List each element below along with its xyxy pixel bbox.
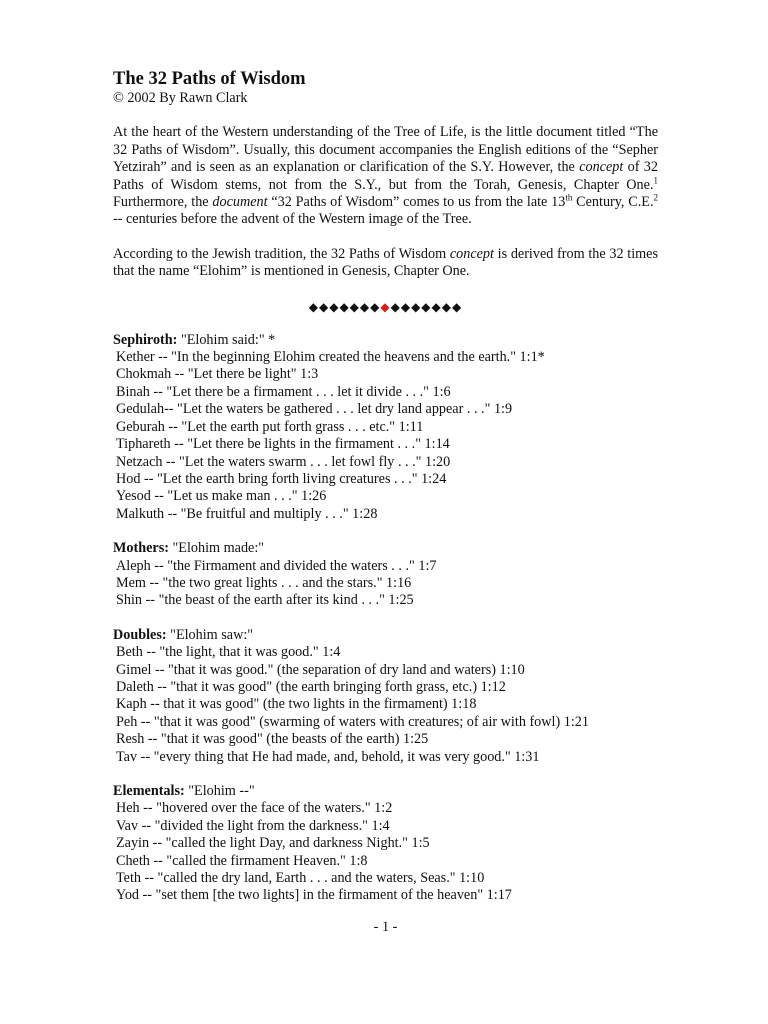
intro-text: According to the Jewish tradition, the 32 Paths of Wisdom <box>113 245 450 262</box>
diamond-divider <box>113 299 658 316</box>
footnote-ref-2[interactable]: 2 <box>653 192 658 203</box>
path-entry: Geburah -- "Let the earth put forth grass . . . etc." 1:11 <box>116 418 424 435</box>
section-heading <box>113 783 658 800</box>
document-title: The 32 Paths of Wisdom <box>113 69 306 89</box>
section-doubles <box>113 627 658 766</box>
divider-diamond-red: ◆ <box>380 299 391 314</box>
path-entry: Kether -- "In the beginning Elohim created the heavens and the earth." 1:1* <box>116 349 545 366</box>
path-entry: Zayin -- "called the light Day, and darkness Night." 1:5 <box>116 835 430 852</box>
section-label: Mothers: <box>113 540 169 557</box>
path-entry: Gedulah-- "Let the waters be gathered . . . let dry land appear . . ." 1:9 <box>116 401 513 418</box>
path-entry: Shin -- "the beast of the earth after its kind . . ." 1:25 <box>116 592 414 609</box>
path-entry: Aleph -- "the Firmament and divided the waters . . ." 1:7 <box>116 557 437 574</box>
intro-text: Furthermore, the <box>113 194 213 211</box>
intro-text: “32 Paths of Wisdom” comes to us from the late 13 <box>267 194 566 211</box>
intro-paragraph-1 <box>113 124 658 228</box>
path-entry: Gimel -- "that it was good." (the separation of dry land and waters) 1:10 <box>116 661 525 678</box>
intro-text: Century, C.E. <box>572 194 654 211</box>
section-heading <box>113 627 658 644</box>
section-mothers <box>113 540 658 610</box>
path-entry: Resh -- "that it was good" (the beasts of the earth) 1:25 <box>116 731 429 748</box>
path-entry: Malkuth -- "Be fruitful and multiply . . ." 1:28 <box>116 505 378 522</box>
path-entry: Yesod -- "Let us make man . . ." 1:26 <box>116 488 327 505</box>
path-entry: Binah -- "Let there be a firmament . . . let it divide . . ." 1:6 <box>116 383 451 400</box>
section-subtitle: "Elohim --" <box>184 783 255 799</box>
ordinal-superscript: th <box>565 192 573 203</box>
path-entry: Beth -- "the light, that it was good." 1:4 <box>116 644 341 661</box>
intro-text: At the heart of the Western understanding of the Tree of Life, is the little document titled “The 32 Paths of Wisdom”. Usually, this document accompanies the English editions of the “Sepher Yetzirah” and is seen as an explanation or clarification of the S.Y. However, the <box>113 124 658 176</box>
paths-sections <box>113 332 658 905</box>
section-label: Elementals: <box>113 783 185 799</box>
emphasis-document: document <box>212 194 268 211</box>
path-entry: Tav -- "every thing that He had made, and, behold, it was very good." 1:31 <box>116 748 540 765</box>
path-entry: Yod -- "set them [the two lights] in the firmament of the heaven" 1:17 <box>116 887 512 904</box>
document-page <box>113 68 658 935</box>
copyright-line: © 2002 By Rawn Clark <box>113 90 248 106</box>
path-entry: Teth -- "called the dry land, Earth . . . and the waters, Seas." 1:10 <box>116 870 485 887</box>
section-label: Doubles: <box>113 626 167 643</box>
path-entry: Peh -- "that it was good" (swarming of waters with creatures; of air with fowl) 1:21 <box>116 713 589 730</box>
path-entry: Heh -- "hovered over the face of the waters." 1:2 <box>116 800 393 817</box>
section-subtitle: "Elohim saw:" <box>166 626 254 643</box>
path-entry: Vav -- "divided the light from the darkness." 1:4 <box>116 817 390 834</box>
path-entry: Chokmah -- "Let there be light" 1:3 <box>116 366 319 383</box>
intro-text: of 32 Paths of Wisdom stems, not from the S.Y., but from the Torah, Genesis, Chapter One. <box>113 159 658 193</box>
page-number: - 1 - <box>373 919 398 935</box>
section-heading <box>113 540 658 557</box>
divider-diamonds-left: ◆◆◆◆◆◆◆ <box>308 299 381 314</box>
intro-text: -- centuries before the advent of the Western image of the Tree. <box>113 211 472 228</box>
emphasis-concept: concept <box>449 245 494 262</box>
path-entry: Cheth -- "called the firmament Heaven." 1:8 <box>116 852 368 869</box>
emphasis-concept: concept <box>579 159 624 176</box>
section-heading <box>113 332 658 349</box>
path-entry: Tiphareth -- "Let there be lights in the firmament . . ." 1:14 <box>116 436 450 453</box>
section-label: Sephiroth: <box>113 331 178 348</box>
section-elementals <box>113 783 658 905</box>
intro-text: is derived from the 32 times that the name “Elohim” is mentioned in Genesis, Chapter One. <box>113 245 658 280</box>
section-sephiroth <box>113 332 658 523</box>
path-entry: Hod -- "Let the earth bring forth living creatures . . ." 1:24 <box>116 470 447 487</box>
path-entry: Kaph -- that it was good" (the two lights in the firmament) 1:18 <box>116 696 477 713</box>
section-subtitle: "Elohim said:" * <box>177 331 276 348</box>
section-subtitle: "Elohim made:" <box>168 540 265 557</box>
path-entry: Daleth -- "that it was good" (the earth bringing forth grass, etc.) 1:12 <box>116 678 506 695</box>
intro-paragraph-2 <box>113 246 658 281</box>
path-entry: Mem -- "the two great lights . . . and the stars." 1:16 <box>116 574 412 591</box>
divider-diamonds-right: ◆◆◆◆◆◆◆ <box>390 299 463 314</box>
path-entry: Netzach -- "Let the waters swarm . . . let fowl fly . . ." 1:20 <box>116 453 451 470</box>
footnote-ref-1[interactable]: 1 <box>653 174 658 185</box>
